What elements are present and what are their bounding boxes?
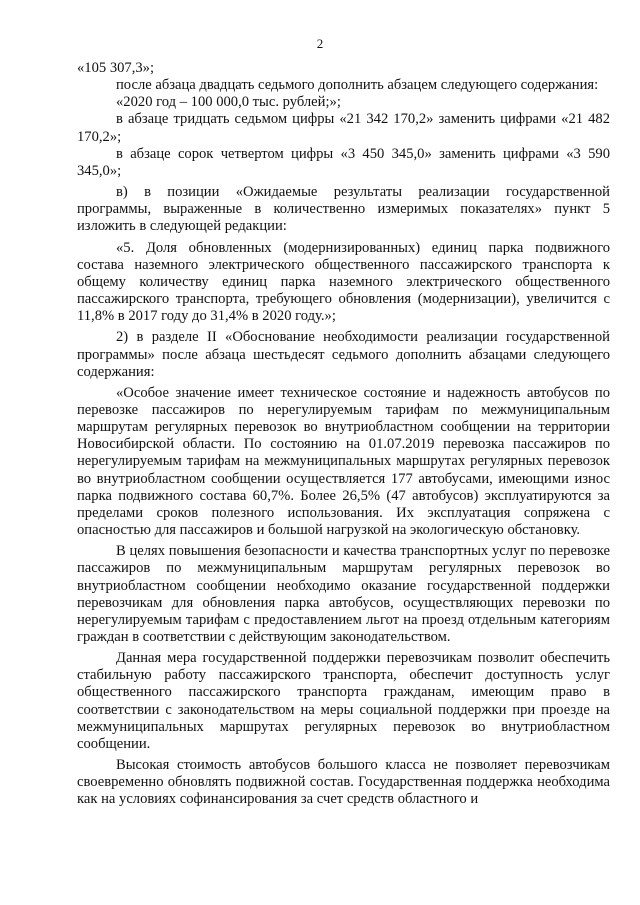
document-body [77, 60, 610, 809]
paragraph-2: после абзаца двадцать седьмого дополнить абзацем следующего содержания: [116, 77, 599, 94]
paragraph-4: в абзаце тридцать седьмом цифры «21 342 170,2» заменить цифрами «21 482 170,2»; [77, 111, 610, 145]
paragraph-7: «5. Доля обновленных (модернизированных) единиц парка подвижного состава наземного электрического общественного пассажирского транспорта к общему количеству единиц парка наземного электрического общественного пассажирского транспорта, требующего обновления (модернизации), увеличится с 11,8% в 2017 году до 31,4% в 2020 году.»; [77, 239, 610, 325]
page-number: 2 [316, 36, 324, 51]
paragraph-10: В целях повышения безопасности и качества транспортных услуг по перевозке пассажиров по межмуниципальным маршрутам регулярных перевозок во внутриобластном сообщении необходимо оказание государственной поддержки перевозчикам для обновления парка автобусов, осуществляющих перевозки по нерегулируемым тарифам с предоставлением льгот на проезд отдельным категориям граждан в соответствии с действующим законодательством. [77, 543, 610, 645]
paragraph-11: Данная мера государственной поддержки перевозчикам позволит обеспечить стабильную работу пассажирского транспорта, обеспечит доступность услуг общественного пассажирского транспорта гражданам, имеющим право в соответствии с законодательством на меры социальной поддержки при проезде на межмуниципальных маршрутах регулярных перевозок во внутриобластном сообщении. [77, 650, 610, 752]
paragraph-9: «Особое значение имеет техническое состояние и надежность автобусов по перевозке пассажиров по нерегулируемым тарифам по межмуниципальным маршрутам регулярных перевозок во внутриобластном сообщении на территории Новосибирской области. По состоянию на 01.07.2019 перевозка пассажиров по нерегулируемым тарифам на межмуниципальных маршрутах регулярных перевозок во внутриобластном сообщении осуществляется 177 автобусами, имеющими износ парка подвижного состава 60,7%. Более 26,5% (47 автобусов) эксплуатируются за пределами сроков полезного использования. Их эксплуатация сопряжена с опасностью для пассажиров и большой нагрузкой на экологическую обстановку. [77, 384, 610, 539]
paragraph-8: 2) в разделе II «Обоснование необходимости реализации государственной программы» после абзаца шестьдесят седьмого дополнить абзацами следующего содержания: [77, 329, 610, 380]
paragraph-6: в) в позиции «Ожидаемые результаты реализации государственной программы, выраженные в количественно измеримых показателях» пункт 5 изложить в следующей редакции: [77, 184, 610, 235]
paragraph-1: «105 307,3»; [77, 60, 155, 76]
paragraph-5: в абзаце сорок четвертом цифры «3 450 345,0» заменить цифрами «3 590 345,0»; [77, 145, 610, 179]
paragraph-12: Высокая стоимость автобусов большого класса не позволяет перевозчикам своевременно обновлять подвижной состав. Государственная поддержка необходима как на условиях софинансирования за счет средств областного и [77, 757, 610, 808]
paragraph-3: «2020 год – 100 000,0 тыс. рублей;»; [116, 94, 341, 111]
